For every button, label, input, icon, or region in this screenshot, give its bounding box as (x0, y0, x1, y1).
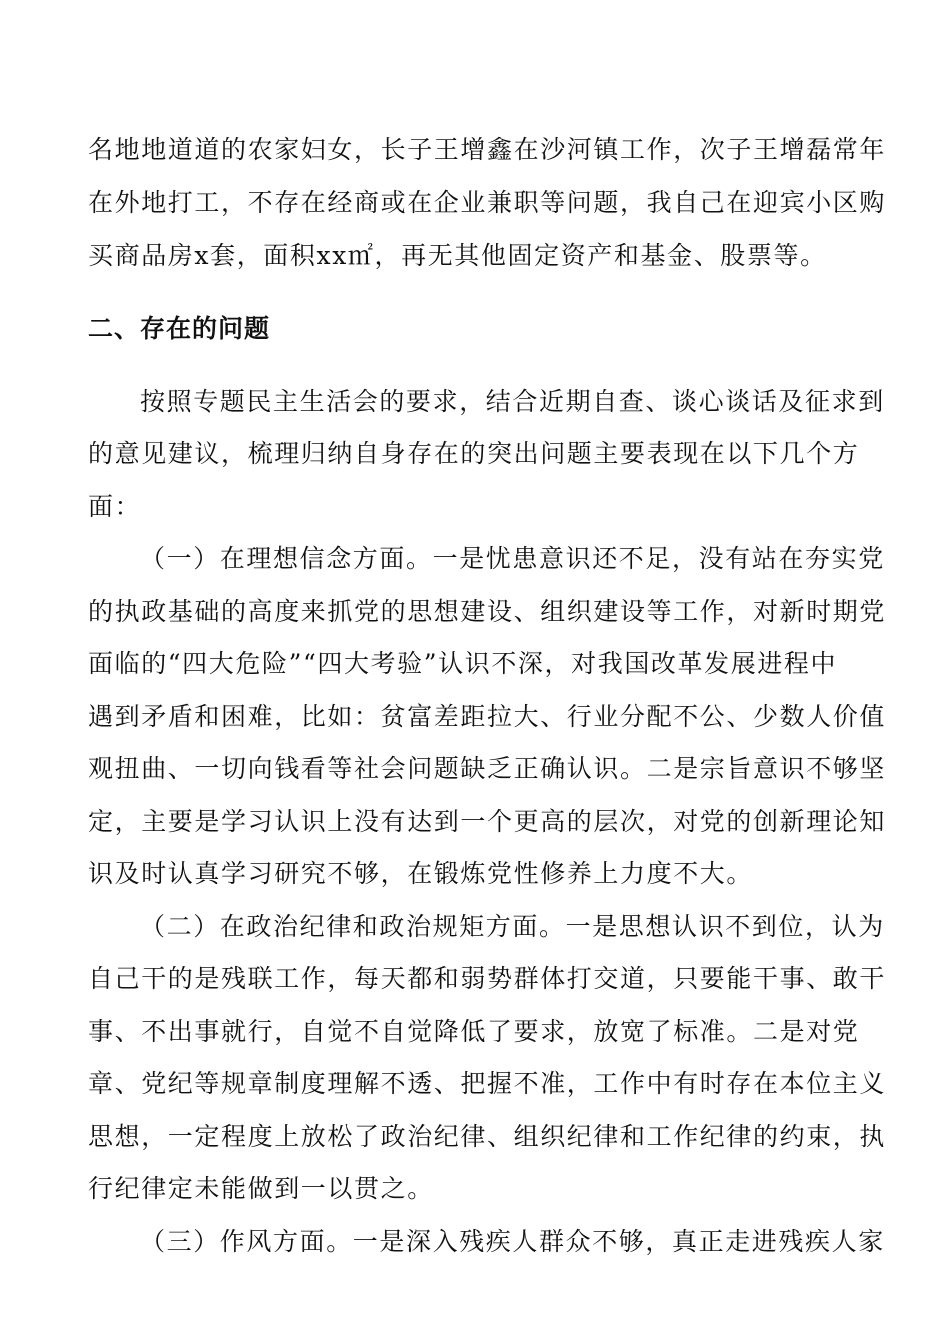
paragraph-line: 思想，一定程度上放松了政治纪律、组织纪律和工作纪律的约束，执 (88, 1122, 887, 1151)
paragraph-line: 章、党纪等规章制度理解不透、把握不准，工作中有时存在本位主义 (88, 1069, 887, 1098)
section-heading: 二、存在的问题 (88, 314, 271, 343)
paragraph-line: 遇到矛盾和困难，比如：贫富差距拉大、行业分配不公、少数人价值 (88, 702, 887, 731)
paragraph-line: 买商品房x套，面积xx㎡，再无其他固定资产和基金、股票等。 (88, 241, 827, 270)
paragraph-line: 面临的“四大危险”“四大考验”认识不深，对我国改革发展进程中 (88, 649, 838, 678)
paragraph-line: 面： (88, 492, 142, 521)
paragraph-line: 识及时认真学习研究不够，在锻炼党性修养上力度不大。 (88, 859, 754, 888)
paragraph-line: 在外地打工，不存在经商或在企业兼职等问题，我自己在迎宾小区购 (88, 188, 887, 217)
paragraph-line: （二）在政治纪律和政治规矩方面。一是思想认识不到位，认为 (140, 912, 885, 941)
paragraph-line: 自己干的是残联工作，每天都和弱势群体打交道，只要能干事、敢干 (88, 964, 887, 993)
paragraph-line: 按照专题民主生活会的要求，结合近期自查、谈心谈话及征求到 (140, 387, 885, 416)
paragraph-line: 观扭曲、一切向钱看等社会问题缺乏正确认识。二是宗旨意识不够坚 (88, 754, 887, 783)
paragraph-line: 的执政基础的高度来抓党的思想建设、组织建设等工作，对新时期党 (88, 597, 887, 626)
paragraph-line: 定，主要是学习认识上没有达到一个更高的层次，对党的创新理论知 (88, 807, 887, 836)
paragraph-line: 的意见建议，梳理归纳自身存在的突出问题主要表现在以下几个方 (88, 439, 860, 468)
paragraph-line: 名地地道道的农家妇女，长子王增鑫在沙河镇工作，次子王增磊常年 (88, 135, 887, 164)
paragraph-line: 事、不出事就行，自觉不自觉降低了要求，放宽了标准。二是对党 (88, 1017, 860, 1046)
paragraph-line: （一）在理想信念方面。一是忧患意识还不足，没有站在夯实党 (140, 544, 885, 573)
paragraph-line: 行纪律定未能做到一以贯之。 (88, 1174, 434, 1203)
paragraph-line: （三）作风方面。一是深入残疾人群众不够，真正走进残疾人家 (140, 1227, 885, 1256)
